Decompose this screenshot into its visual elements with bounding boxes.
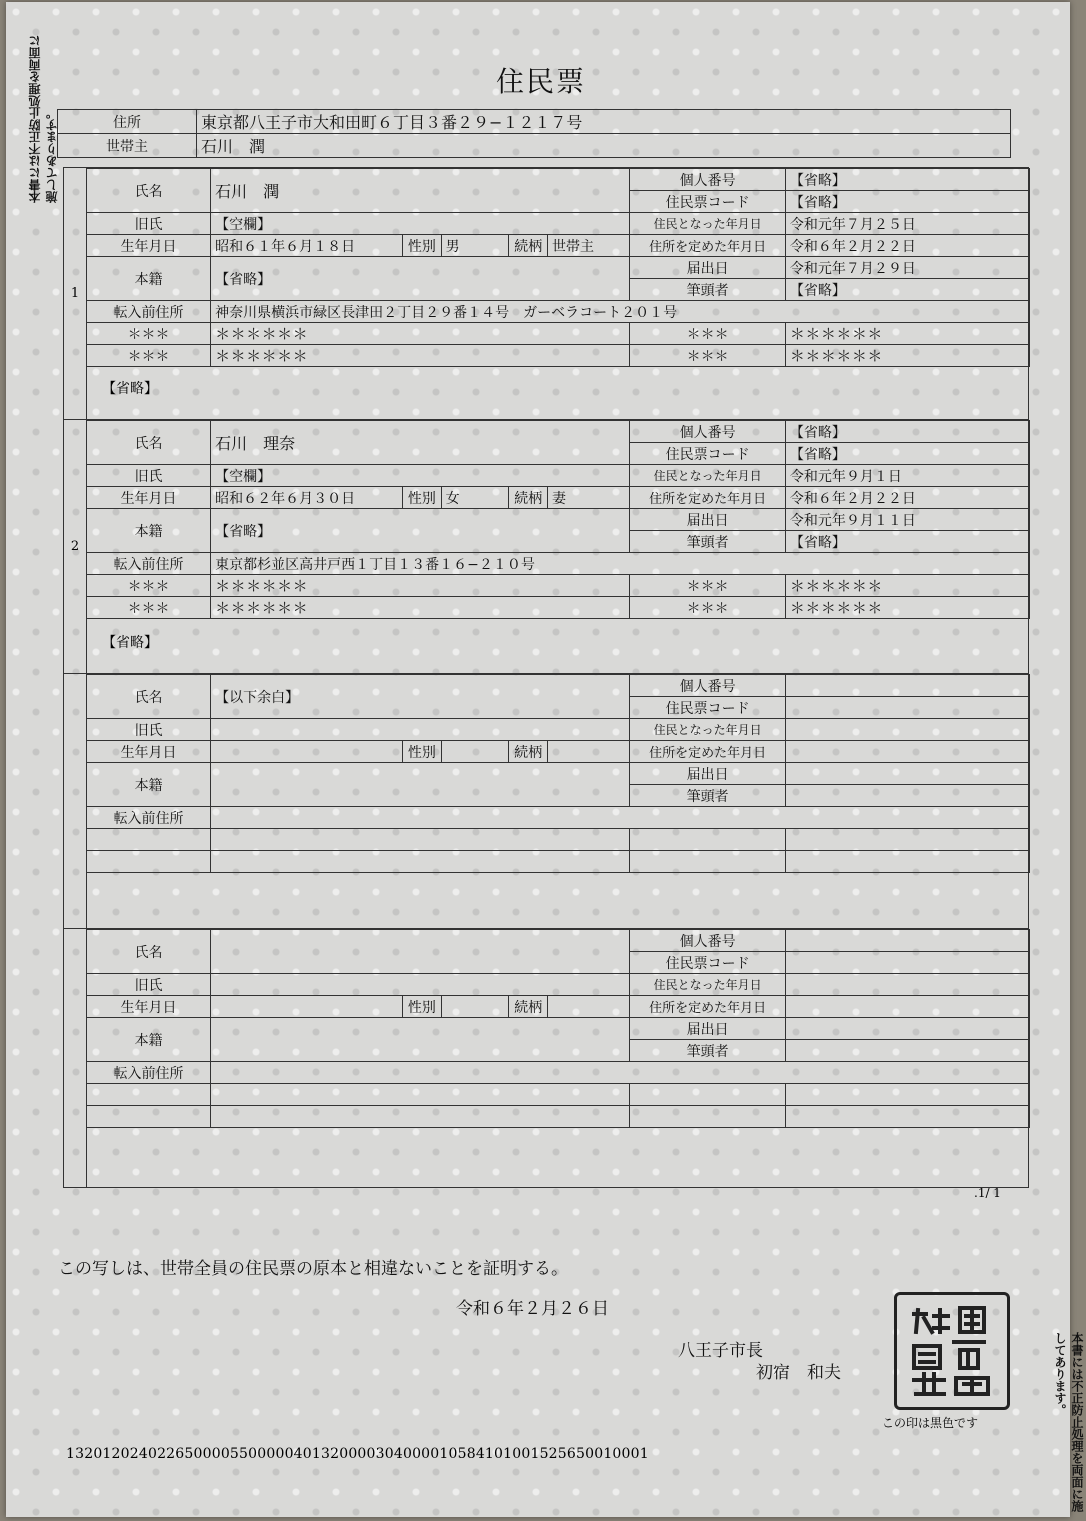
member-table xyxy=(86,168,1030,367)
old-surname-value: 【空欄】 xyxy=(211,213,630,235)
remarks: 【省略】 xyxy=(102,381,158,397)
my-number-label: 個人番号 xyxy=(630,169,785,191)
certificate-paper xyxy=(6,2,1084,1517)
birth-value: 昭和６１年６月１８日 xyxy=(211,235,403,257)
became-resident-value: 令和元年７月２５日 xyxy=(785,213,1029,235)
honseki-value: 【省略】 xyxy=(211,257,630,301)
member-table xyxy=(86,929,1030,1128)
became-resident-value xyxy=(785,719,1029,741)
notified-value xyxy=(785,1018,1029,1040)
my-number-value: 【省略】 xyxy=(785,169,1029,191)
notified-value: 令和元年７月２９日 xyxy=(785,257,1029,279)
honseki-label: 本籍 xyxy=(87,509,211,553)
side-note-bottom: 本書には不正防止処理を両面に施してあります。 xyxy=(1053,1332,1084,1512)
masked-label: ＊＊＊ xyxy=(87,323,211,345)
masked-label: ＊＊＊ xyxy=(87,597,211,619)
member-name: 石川 理奈 xyxy=(211,421,630,465)
old-surname-label: 旧氏 xyxy=(87,974,211,996)
name-label: 氏名 xyxy=(87,675,211,719)
became-resident-label: 住民となった年月日 xyxy=(630,719,785,741)
member-name xyxy=(211,930,630,974)
header-table xyxy=(57,109,1011,158)
relation-label: 続柄 xyxy=(509,996,548,1018)
old-surname-value xyxy=(211,719,630,741)
resident-code-value xyxy=(785,952,1029,974)
birth-label: 生年月日 xyxy=(87,996,211,1018)
first-person-value xyxy=(785,1040,1029,1062)
resident-code-label: 住民票コード xyxy=(630,443,785,465)
old-surname-value: 【空欄】 xyxy=(211,465,630,487)
prev-address-label: 転入前住所 xyxy=(87,301,211,323)
honseki-value: 【省略】 xyxy=(211,509,630,553)
relation-label: 続柄 xyxy=(509,235,548,257)
blank-cell xyxy=(785,1106,1029,1128)
member-section-4 xyxy=(63,928,1029,1188)
sex-label: 性別 xyxy=(403,741,442,763)
became-resident-label: 住民となった年月日 xyxy=(630,465,785,487)
old-surname-label: 旧氏 xyxy=(87,465,211,487)
became-resident-value xyxy=(785,974,1029,996)
relation-label: 続柄 xyxy=(509,487,548,509)
prev-address-value xyxy=(211,1062,1030,1084)
prev-address-value: 東京都杉並区高井戸西１丁目１３番１６−２１０号 xyxy=(211,553,1030,575)
seal-glyph xyxy=(904,1302,1000,1400)
blank-cell xyxy=(211,1084,630,1106)
notified-label: 届出日 xyxy=(630,257,785,279)
resident-code-value xyxy=(785,697,1029,719)
resident-code-value: 【省略】 xyxy=(785,191,1029,213)
relation-label: 続柄 xyxy=(509,741,548,763)
address-date-value xyxy=(785,741,1029,763)
blank-cell xyxy=(630,1106,785,1128)
notified-label: 届出日 xyxy=(630,509,785,531)
old-surname-label: 旧氏 xyxy=(87,719,211,741)
sex-value: 女 xyxy=(441,487,509,509)
honseki-label: 本籍 xyxy=(87,257,211,301)
address-date-value: 令和６年２月２２日 xyxy=(785,487,1029,509)
birth-label: 生年月日 xyxy=(87,235,211,257)
blank-cell xyxy=(630,1084,785,1106)
blank-cell xyxy=(211,1106,630,1128)
old-surname-value xyxy=(211,974,630,996)
blank-cell xyxy=(785,829,1029,851)
birth-value xyxy=(211,996,403,1018)
address-label: 住所 xyxy=(58,110,197,134)
sex-value xyxy=(441,741,509,763)
member-table xyxy=(86,420,1030,619)
address-date-value xyxy=(785,996,1029,1018)
address-date-label: 住所を定めた年月日 xyxy=(630,996,785,1018)
blank-cell xyxy=(630,829,785,851)
notified-label: 届出日 xyxy=(630,763,785,785)
masked-value: ＊＊＊＊＊＊ xyxy=(785,345,1029,367)
blank-cell xyxy=(87,829,211,851)
official-seal xyxy=(894,1292,1010,1410)
became-resident-label: 住民となった年月日 xyxy=(630,974,785,996)
resident-code-label: 住民票コード xyxy=(630,191,785,213)
page-number: .1/ 1 xyxy=(974,1186,1001,1200)
prev-address-label: 転入前住所 xyxy=(87,553,211,575)
notified-value: 令和元年９月１１日 xyxy=(785,509,1029,531)
address-date-value: 令和６年２月２２日 xyxy=(785,235,1029,257)
address-date-label: 住所を定めた年月日 xyxy=(630,487,785,509)
seal-note: この印は黒色です xyxy=(882,1416,979,1430)
resident-code-value: 【省略】 xyxy=(785,443,1029,465)
member-section-1 xyxy=(63,167,1029,420)
first-person-label: 筆頭者 xyxy=(630,1040,785,1062)
first-person-label: 筆頭者 xyxy=(630,279,785,301)
relation-value xyxy=(548,996,630,1018)
member-table xyxy=(86,674,1030,873)
sex-label: 性別 xyxy=(403,487,442,509)
masked-label: ＊＊＊ xyxy=(630,575,785,597)
birth-value xyxy=(211,741,403,763)
my-number-label: 個人番号 xyxy=(630,930,785,952)
notified-label: 届出日 xyxy=(630,1018,785,1040)
masked-value: ＊＊＊＊＊＊ xyxy=(785,597,1029,619)
side-note-top: 本書には不正防止処理を両面に施してあります。 xyxy=(28,35,59,203)
blank-cell xyxy=(211,851,630,873)
masked-value: ＊＊＊＊＊＊ xyxy=(785,575,1029,597)
relation-value xyxy=(548,741,630,763)
mayor-title: 八王子市長 xyxy=(678,1341,763,1361)
member-seq: 1 xyxy=(64,168,87,419)
notified-value xyxy=(785,763,1029,785)
remarks: 【省略】 xyxy=(102,635,158,651)
head-label: 世帯主 xyxy=(58,134,197,158)
became-resident-label: 住民となった年月日 xyxy=(630,213,785,235)
prev-address-value: 神奈川県横浜市緑区長津田２丁目２９番１４号 ガーベラコート２０１号 xyxy=(211,301,1030,323)
sex-value xyxy=(441,996,509,1018)
member-seq: 2 xyxy=(64,420,87,673)
first-person-label: 筆頭者 xyxy=(630,785,785,807)
my-number-label: 個人番号 xyxy=(630,675,785,697)
document-title: 住民票 xyxy=(496,65,587,98)
birth-label: 生年月日 xyxy=(87,741,211,763)
masked-label: ＊＊＊ xyxy=(87,575,211,597)
sex-label: 性別 xyxy=(403,996,442,1018)
masked-value: ＊＊＊＊＊＊ xyxy=(211,597,630,619)
masked-value: ＊＊＊＊＊＊ xyxy=(785,323,1029,345)
sex-value: 男 xyxy=(441,235,509,257)
masked-label: ＊＊＊ xyxy=(630,323,785,345)
certification-text: この写しは、世帯全員の住民票の原本と相違ないことを証明する。 xyxy=(58,1259,568,1279)
resident-code-label: 住民票コード xyxy=(630,952,785,974)
resident-code-label: 住民票コード xyxy=(630,697,785,719)
member-seq xyxy=(64,929,87,1187)
first-person-value: 【省略】 xyxy=(785,279,1029,301)
masked-label: ＊＊＊ xyxy=(630,597,785,619)
sex-label: 性別 xyxy=(403,235,442,257)
blank-cell xyxy=(630,851,785,873)
birth-label: 生年月日 xyxy=(87,487,211,509)
blank-cell xyxy=(87,851,211,873)
prev-address-label: 転入前住所 xyxy=(87,1062,211,1084)
issue-date: 令和６年２月２６日 xyxy=(456,1299,609,1319)
prev-address-label: 転入前住所 xyxy=(87,807,211,829)
name-label: 氏名 xyxy=(87,930,211,974)
name-label: 氏名 xyxy=(87,421,211,465)
household-head: 石川 潤 xyxy=(197,134,1011,158)
masked-label: ＊＊＊ xyxy=(87,345,211,367)
masked-label: ＊＊＊ xyxy=(630,345,785,367)
member-seq xyxy=(64,674,87,928)
my-number-label: 個人番号 xyxy=(630,421,785,443)
birth-value: 昭和６２年６月３０日 xyxy=(211,487,403,509)
masked-value: ＊＊＊＊＊＊ xyxy=(211,575,630,597)
blank-cell xyxy=(87,1084,211,1106)
name-label: 氏名 xyxy=(87,169,211,213)
relation-value: 妻 xyxy=(548,487,630,509)
honseki-label: 本籍 xyxy=(87,1018,211,1062)
address-date-label: 住所を定めた年月日 xyxy=(630,235,785,257)
blank-cell xyxy=(785,851,1029,873)
masked-value: ＊＊＊＊＊＊ xyxy=(211,345,630,367)
blank-cell xyxy=(785,1084,1029,1106)
prev-address-value xyxy=(211,807,1030,829)
relation-value: 世帯主 xyxy=(548,235,630,257)
honseki-value xyxy=(211,763,630,807)
member-name: 【以下余白】 xyxy=(211,675,630,719)
honseki-value xyxy=(211,1018,630,1062)
my-number-value: 【省略】 xyxy=(785,421,1029,443)
blank-cell xyxy=(211,829,630,851)
member-name: 石川 潤 xyxy=(211,169,630,213)
my-number-value xyxy=(785,930,1029,952)
my-number-value xyxy=(785,675,1029,697)
became-resident-value: 令和元年９月１日 xyxy=(785,465,1029,487)
old-surname-label: 旧氏 xyxy=(87,213,211,235)
honseki-label: 本籍 xyxy=(87,763,211,807)
household-address: 東京都八王子市大和田町６丁目３番２９−１２１７号 xyxy=(197,110,1011,134)
blank-cell xyxy=(87,1106,211,1128)
mayor-name: 初宿 和夫 xyxy=(756,1363,841,1383)
member-section-2 xyxy=(63,419,1029,674)
first-person-label: 筆頭者 xyxy=(630,531,785,553)
first-person-value xyxy=(785,785,1029,807)
member-section-3 xyxy=(63,673,1029,929)
address-date-label: 住所を定めた年月日 xyxy=(630,741,785,763)
serial-number: 1320120240226500005500000401320000304000010584101001525650010001 xyxy=(66,1446,649,1462)
first-person-value: 【省略】 xyxy=(785,531,1029,553)
masked-value: ＊＊＊＊＊＊ xyxy=(211,323,630,345)
